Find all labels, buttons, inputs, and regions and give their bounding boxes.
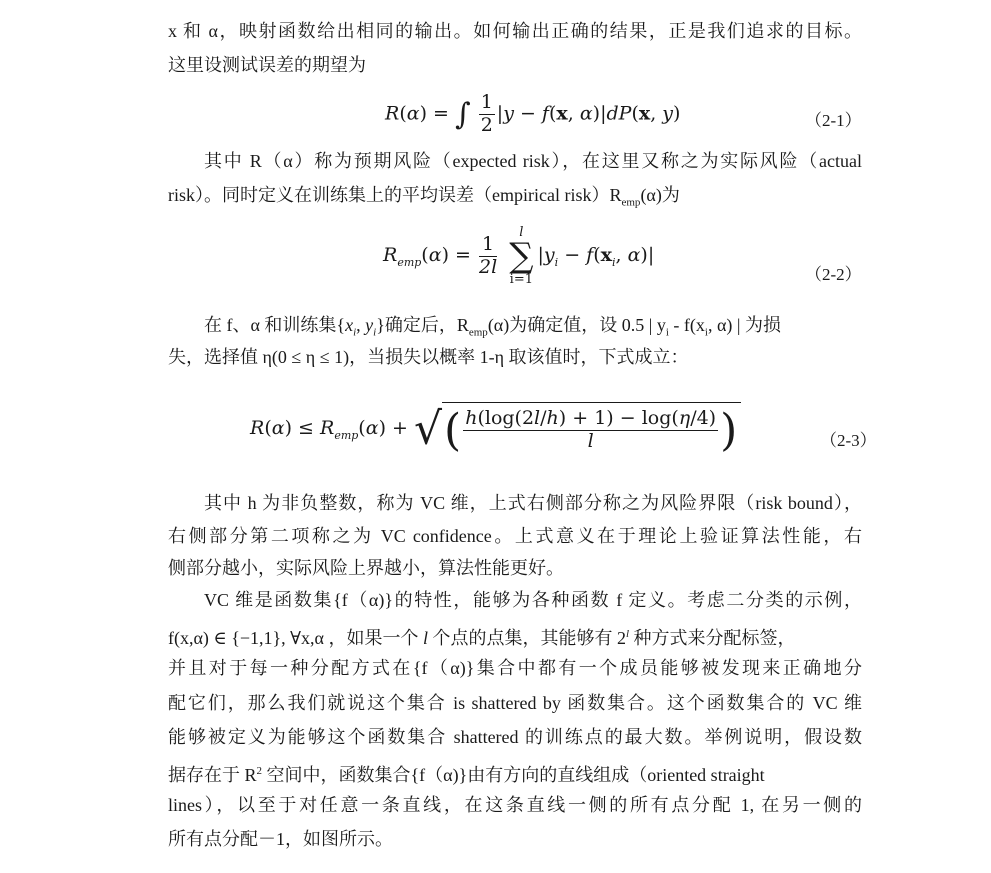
paragraph-line: x 和 α，映射函数给出相同的输出。如何输出正确的结果，正是我们追求的目标。 — [168, 21, 862, 41]
paragraph-line: 据存在于 $R^2$ 空间中，函数集合{f（α)}由有方向的直线组成（oriented straight — [168, 765, 765, 785]
paragraph-line: 其中 R（α）称为预期风险（expected risk），在这里又称之为实际风险（actual — [204, 151, 862, 171]
paragraph-line: 侧部分越小，实际风险上界越小，算法性能更好。 — [168, 558, 564, 578]
equation-number: （2-1） — [805, 111, 862, 130]
paragraph-line: risk）。同时定义在训练集上的平均误差（empirical $risk)R_{emp}(\alpha)$为 — [168, 185, 680, 209]
equation-2-2: $R_{emp}(\alpha)$ = $\frac{1}{2l}$ l ∑ i=1 $|y_i - f(x_i$, α)| — [383, 225, 655, 287]
equation-2-1: R(α) = ∫ $\frac{1}{2}$ |y − f(x, α)|dP(x, y) — [385, 91, 681, 136]
paragraph-line: 并且对于每一种分配方式在{f（α)}集合中都有一个成员能够被发现来正确地分 — [168, 658, 862, 678]
paragraph-line: lines），以至于对任意一条直线，在这条直线一侧的所有点分配 1, 在另一侧的 — [168, 795, 862, 815]
paragraph-line: 右侧部分第二项称之为 VC confidence。上式意义在于理论上验证算法性能，右 — [168, 526, 862, 546]
paragraph-line: 其中 h 为非负整数，称为 VC 维，上式右侧部分称之为风险界限（risk bound）， — [204, 493, 862, 513]
equation-2-3: $R(\alpha) \le R_{emp}(\alpha)$ + √( $\frac{h(\log(2l/h) + 1) - \log(\eta/4)}{l}$ ) — [250, 402, 741, 456]
paragraph-line: 所有点分配－1，如图所示。 — [168, 829, 393, 849]
equation-number: （2-2） — [805, 265, 862, 284]
paragraph-line: 能够被定义为能够这个函数集合 shattered 的训练点的最大数。举例说明，假设数 — [168, 727, 862, 747]
paragraph-line: 在 f、α 和训练集{$x_i$, $y_i$}确定后，$R_{emp}(\alpha)$为确定值，设 0.5 | $y_i - f(x_i$, α) | 为损 — [204, 315, 781, 339]
equation-number: （2-3） — [820, 431, 877, 450]
paragraph-line: 失，选择值 η(0 ≤ η ≤ 1)，当损失以概率 1-η 取该值时，下式成立： — [168, 347, 689, 367]
paragraph-line: 这里设测试误差的期望为 — [168, 55, 366, 75]
paragraph-line: 配它们，那么我们就说这个集合 is shattered by 函数集合。这个函数集合的 VC 维 — [168, 693, 862, 713]
paragraph-line: f(x,α) ∈ {−1,1}, ∀x,α ，如果一个 l 个点的点集，其能够有 2$^l$ 种方式来分配标签， — [168, 628, 796, 648]
paragraph-line: VC 维是函数集{f（α)}的特性，能够为各种函数 f 定义。考虑二分类的示例， — [204, 590, 862, 610]
